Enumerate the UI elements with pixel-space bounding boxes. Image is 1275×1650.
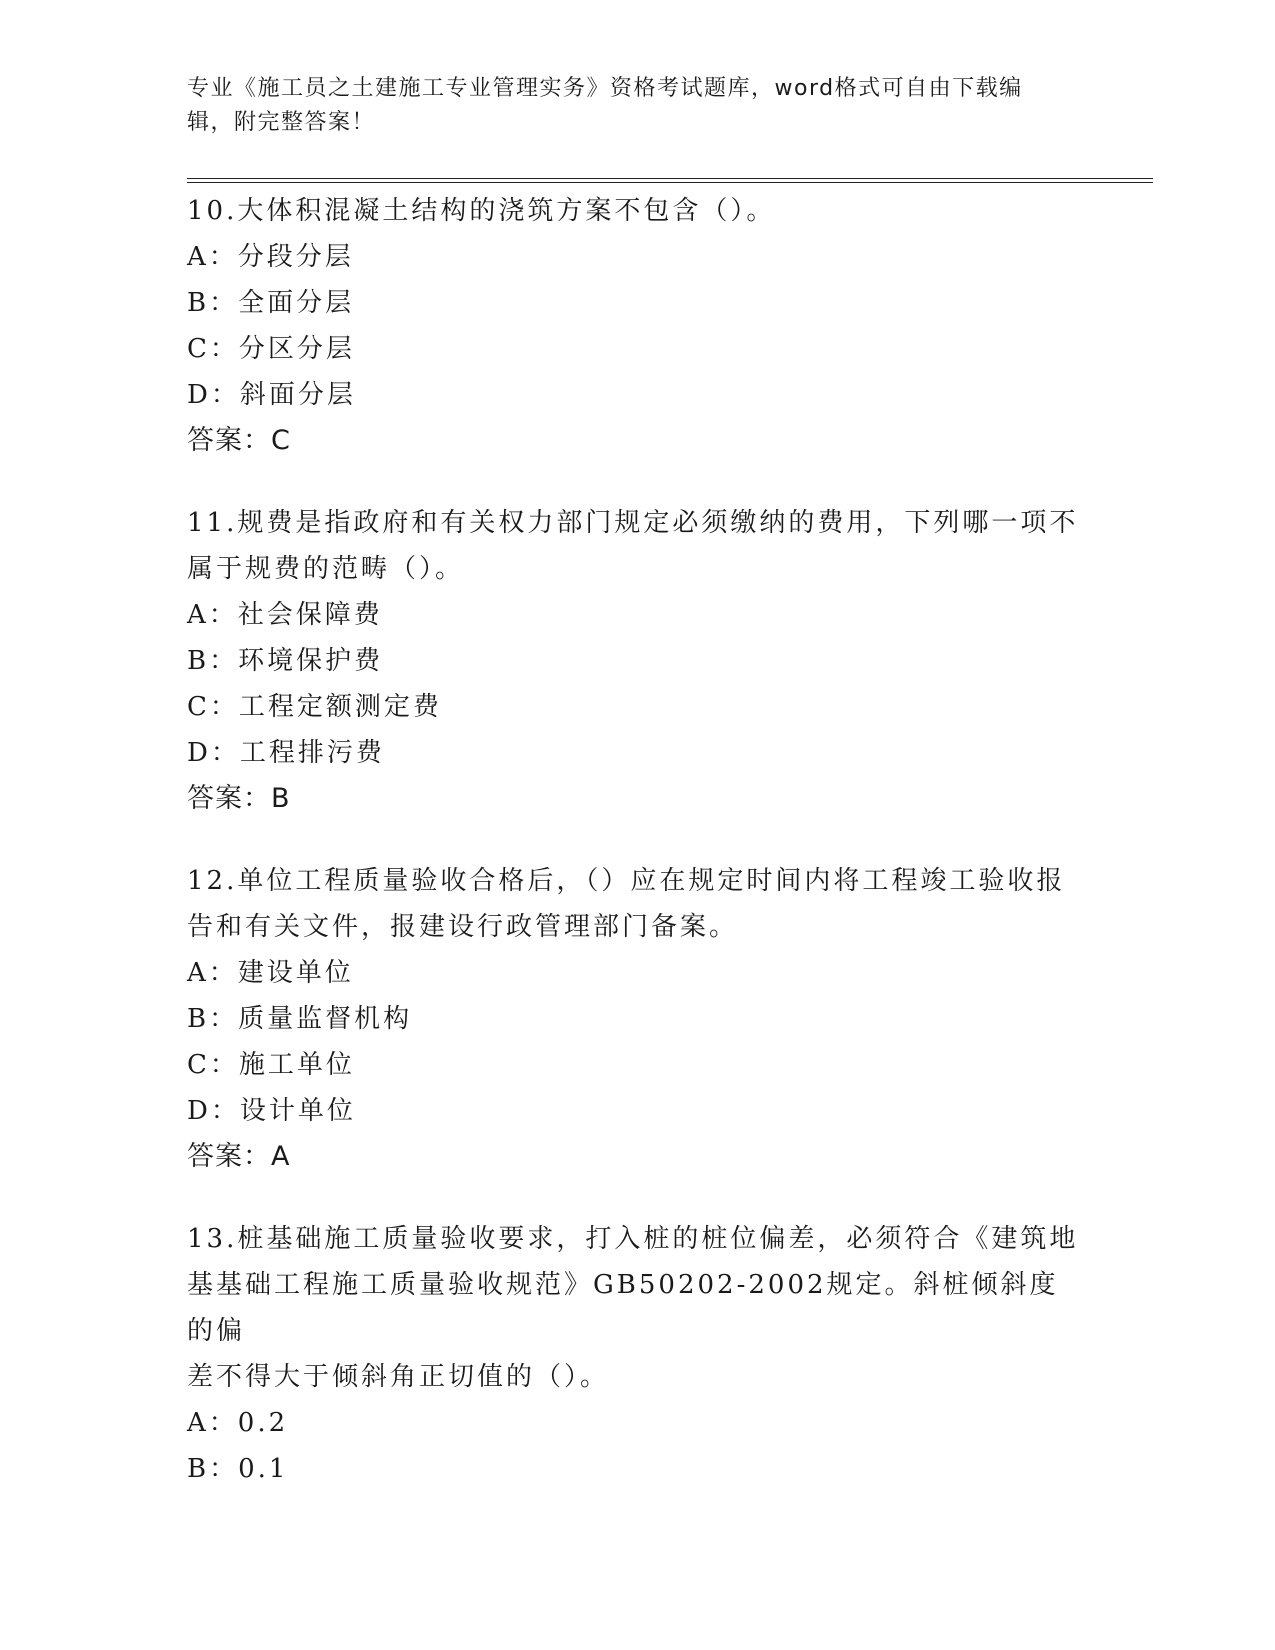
question-text: 差不得大于倾斜角正切值的（）。: [187, 1362, 610, 1392]
header-divider: [187, 178, 1153, 183]
option-a: A：社会保障费: [187, 600, 383, 630]
option-a: A：0.2: [187, 1408, 289, 1438]
option-b: B：0.1: [187, 1454, 289, 1484]
answer-line: 答案：B: [187, 783, 291, 814]
question-text: 11.规费是指政府和有关权力部门规定必须缴纳的费用，下列哪一项不: [187, 508, 1079, 538]
header-line-1: 专业《施工员之土建施工专业管理实务》资格考试题库，word格式可自由下载编: [187, 76, 1023, 101]
question-text: 属于规费的范畴（）。: [187, 554, 465, 584]
question-text: 12.单位工程质量验收合格后，（）应在规定时间内将工程竣工验收报: [187, 866, 1066, 896]
option-d: D：斜面分层: [187, 380, 356, 410]
option-c: C：施工单位: [187, 1050, 355, 1080]
question-list: [187, 188, 1087, 1528]
question-11: [187, 500, 1087, 822]
document-header: [187, 72, 1067, 140]
question-text: 13.桩基础施工质量验收要求，打入桩的桩位偏差，必须符合《建筑地: [187, 1224, 1079, 1254]
option-c: C：分区分层: [187, 334, 355, 364]
answer-line: 答案：A: [187, 1141, 291, 1172]
option-b: B：质量监督机构: [187, 1004, 413, 1034]
question-12: [187, 858, 1087, 1180]
option-b: B：环境保护费: [187, 646, 384, 676]
answer-line: 答案：C: [187, 425, 291, 456]
option-a: A：分段分层: [187, 242, 354, 272]
option-b: B：全面分层: [187, 288, 355, 318]
question-10: [187, 188, 1087, 464]
option-a: A：建设单位: [187, 958, 354, 988]
option-d: D：设计单位: [187, 1096, 356, 1126]
question-13: [187, 1216, 1087, 1492]
option-d: D：工程排污费: [187, 738, 385, 768]
question-text: 基基础工程施工质量验收规范》GB50202-2002规定。斜桩倾斜度的偏: [187, 1270, 1059, 1346]
option-c: C：工程定额测定费: [187, 692, 442, 722]
question-text: 10.大体积混凝土结构的浇筑方案不包含（）。: [187, 196, 776, 226]
header-line-2: 辑，附完整答案！: [187, 110, 376, 135]
question-text: 告和有关文件，报建设行政管理部门备案。: [187, 912, 739, 942]
